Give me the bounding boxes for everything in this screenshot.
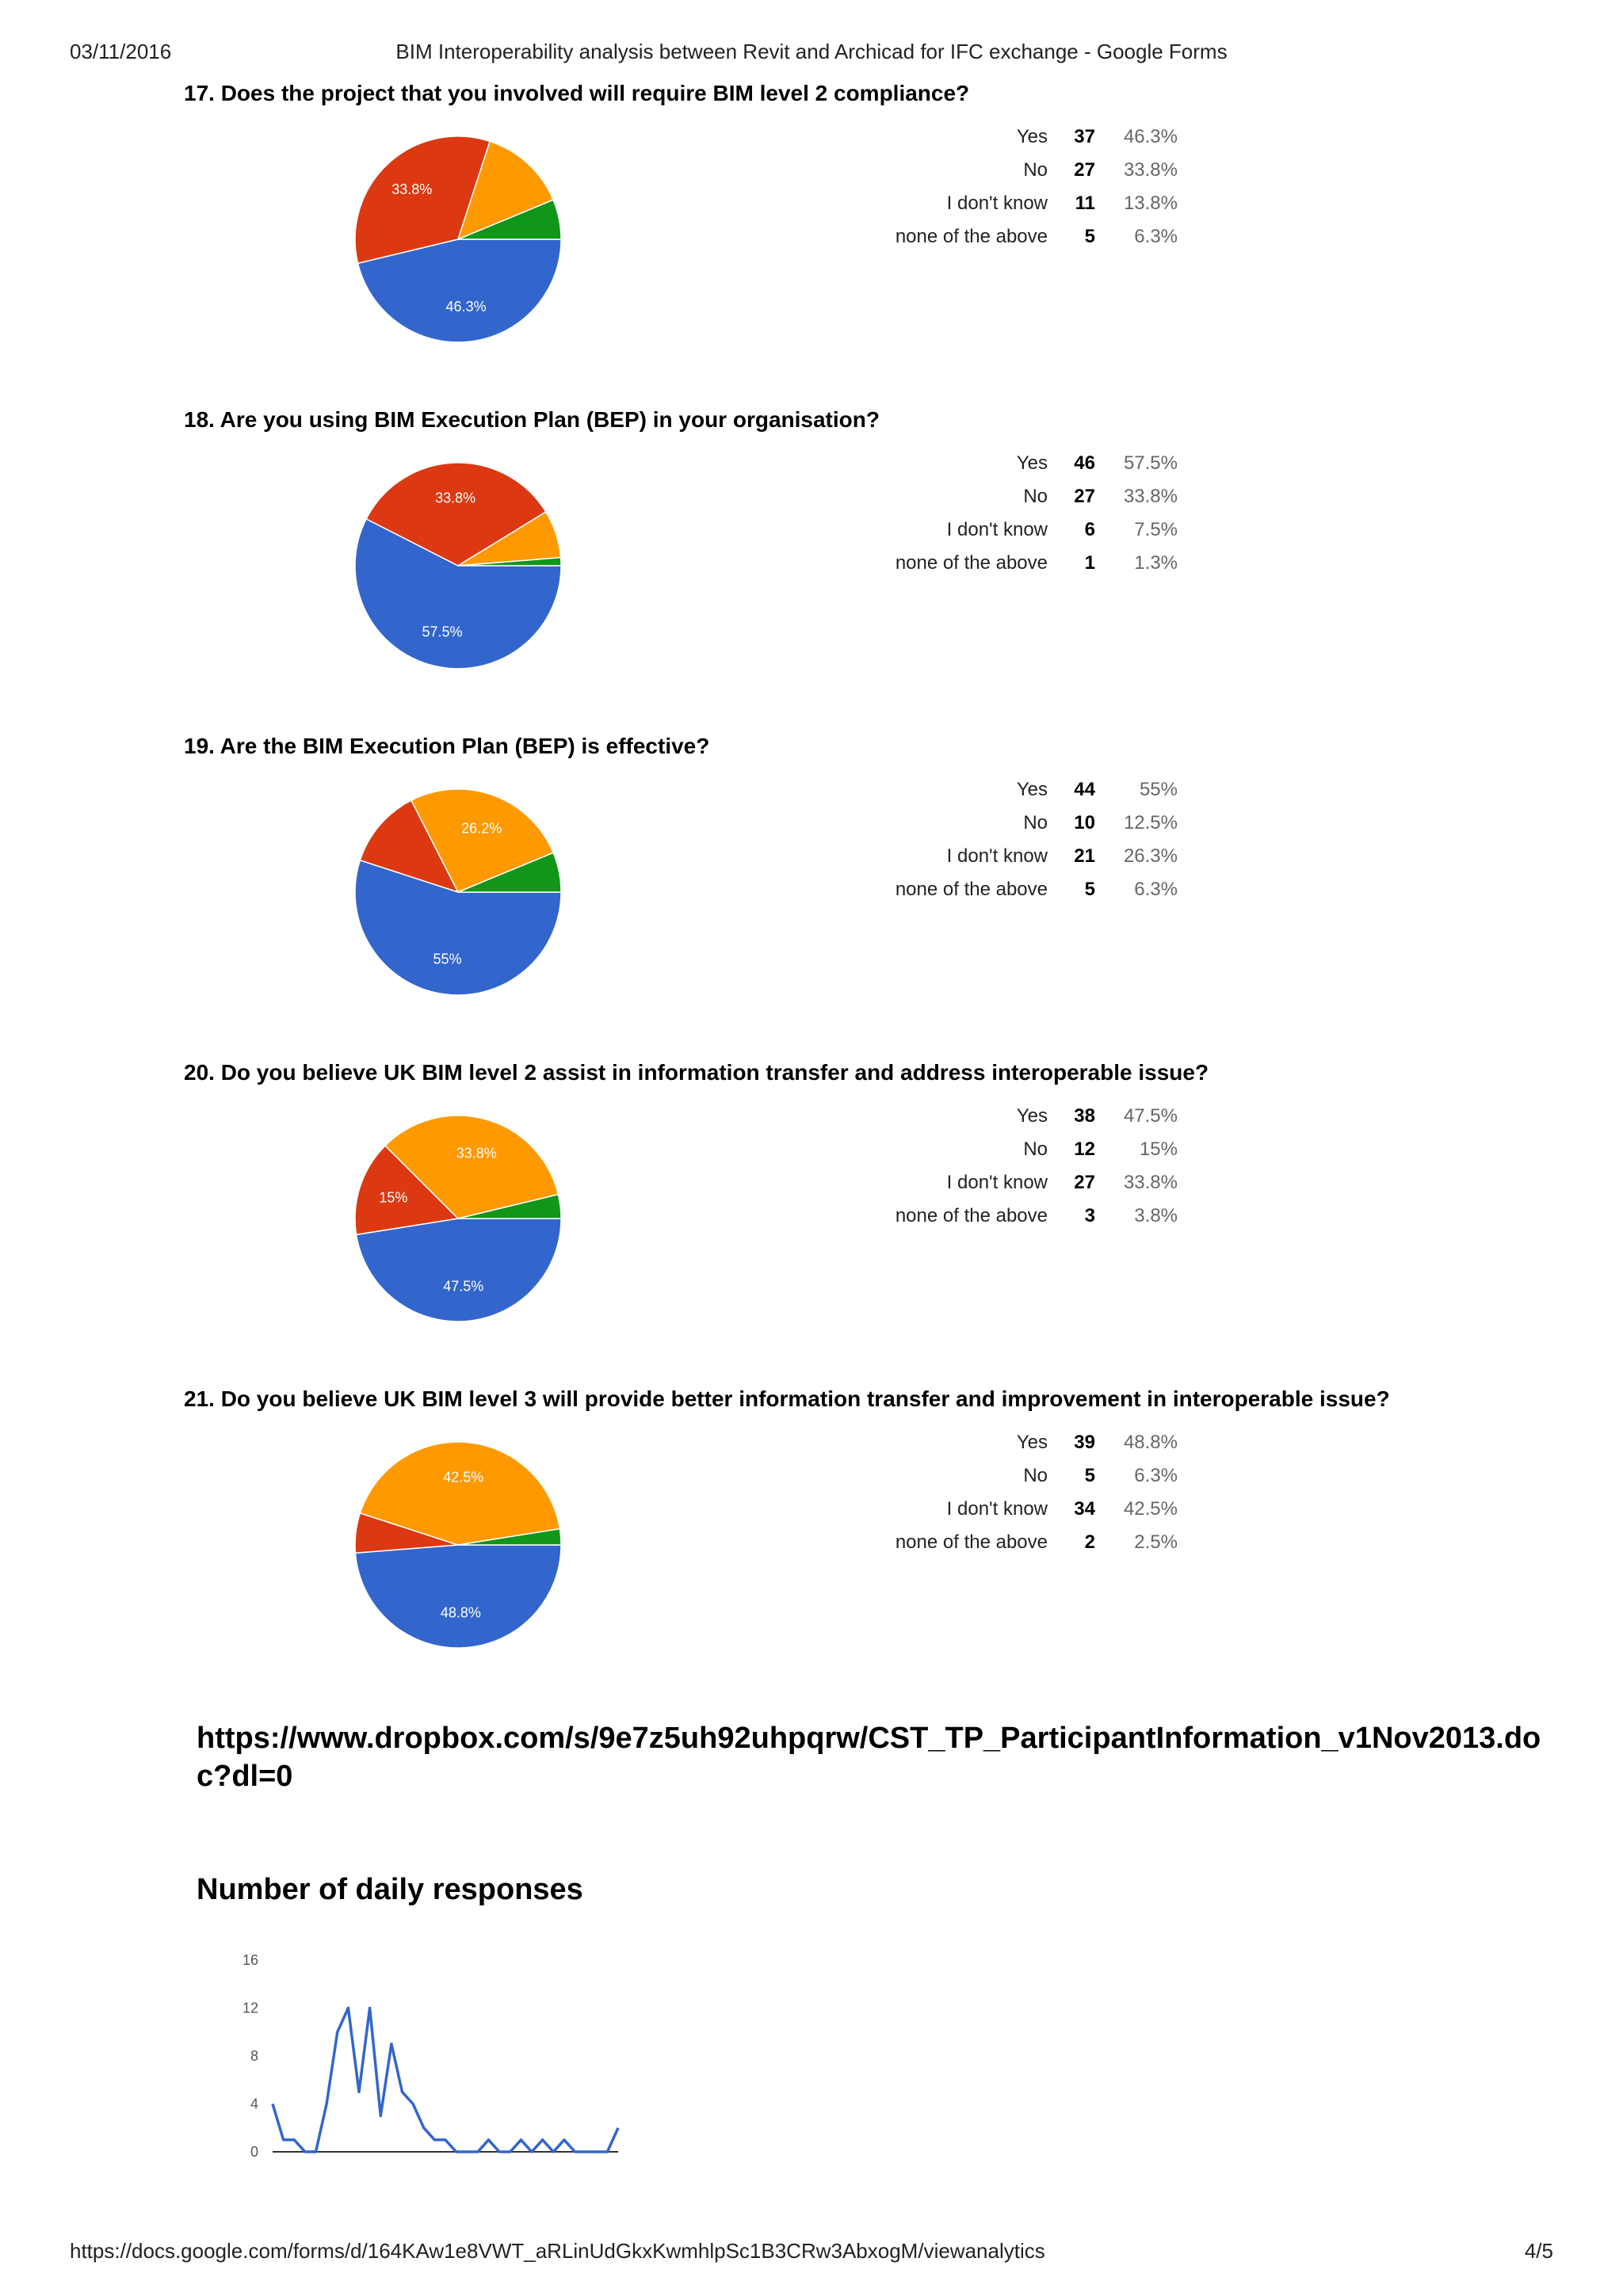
answer-count: 5 xyxy=(1084,226,1095,247)
participant-info-link[interactable]: https://www.dropbox.com/s/9e7z5uh92uhpqrw/CST_TP_ParticipantInformation_v1Nov2013.doc?dl=0 xyxy=(197,1722,1541,1793)
answer-count: 10 xyxy=(1074,812,1095,833)
question-block xyxy=(184,407,1531,708)
slice-label: 42.5% xyxy=(443,1469,484,1486)
y-tick-label: 8 xyxy=(250,2048,258,2064)
table-row xyxy=(754,840,1178,873)
answer-percent: 15% xyxy=(1139,1138,1178,1160)
pie-chart xyxy=(339,447,577,685)
answer-label: No xyxy=(1023,812,1048,833)
answer-percent: 7.5% xyxy=(1134,519,1178,540)
slice-label: 55% xyxy=(433,951,462,967)
pie-slice-yes xyxy=(355,1545,561,1648)
answer-count: 27 xyxy=(1074,1172,1095,1193)
response-table xyxy=(754,1100,1178,1233)
answer-label: none of the above xyxy=(895,1205,1048,1226)
slice-label: 33.8% xyxy=(391,181,433,197)
answer-count: 5 xyxy=(1084,879,1095,900)
question-title: 20. Do you believe UK BIM level 2 assist in information transfer and address interoperable issue? xyxy=(184,1060,1209,1085)
table-row xyxy=(754,187,1178,220)
answer-count: 2 xyxy=(1084,1531,1095,1553)
footer-url: https://docs.google.com/forms/d/164KAw1e8VWT_aRLinUdGkxKwmhlpSc1B3CRw3AbxogM/viewanalytics xyxy=(70,2239,1045,2263)
answer-label: I don't know xyxy=(946,1498,1048,1520)
page-number: 4/5 xyxy=(1524,2239,1553,2263)
table-row xyxy=(754,480,1178,513)
answer-label: none of the above xyxy=(895,879,1048,900)
answer-percent: 46.3% xyxy=(1123,126,1178,147)
question-title: 19. Are the BIM Execution Plan (BEP) is effective? xyxy=(184,734,710,758)
y-tick-label: 12 xyxy=(242,2000,258,2016)
response-table xyxy=(754,120,1178,254)
answer-percent: 3.8% xyxy=(1134,1205,1178,1226)
table-row xyxy=(754,547,1178,580)
table-row xyxy=(754,807,1178,840)
answer-count: 34 xyxy=(1074,1498,1095,1520)
answer-label: Yes xyxy=(1016,779,1048,800)
answer-count: 44 xyxy=(1074,779,1095,800)
answer-label: none of the above xyxy=(895,226,1048,247)
table-row xyxy=(754,873,1178,906)
slice-label: 33.8% xyxy=(456,1145,497,1161)
table-row xyxy=(754,1133,1178,1166)
answer-count: 5 xyxy=(1084,1465,1095,1486)
answer-percent: 1.3% xyxy=(1134,552,1178,574)
question-block xyxy=(184,81,1531,382)
y-tick-label: 4 xyxy=(250,2096,258,2112)
answer-percent: 57.5% xyxy=(1123,452,1178,474)
question-title: 18. Are you using BIM Execution Plan (BEP) in your organisation? xyxy=(184,407,880,432)
pie-slice-yes xyxy=(357,1219,561,1322)
header-date: 03/11/2016 xyxy=(70,40,172,63)
answer-count: 39 xyxy=(1074,1432,1095,1453)
answer-label: Yes xyxy=(1016,1105,1048,1127)
question-title: 21. Do you believe UK BIM level 3 will provide better information transfer and improvement in interoperable issue? xyxy=(184,1386,1390,1411)
pie-chart xyxy=(339,1100,577,1337)
answer-label: No xyxy=(1023,1465,1048,1486)
y-tick-label: 0 xyxy=(250,2144,258,2160)
question-block xyxy=(184,734,1531,1035)
response-table xyxy=(754,1426,1178,1559)
table-row xyxy=(754,1100,1178,1133)
header-title: BIM Interoperability analysis between Revit and Archicad for IFC exchange - Google Forms xyxy=(395,40,1228,63)
table-row xyxy=(754,1199,1178,1233)
answer-percent: 33.8% xyxy=(1123,1172,1178,1193)
slice-label: 48.8% xyxy=(440,1604,481,1621)
answer-percent: 26.3% xyxy=(1123,845,1178,867)
answer-count: 46 xyxy=(1074,452,1095,474)
answer-label: Yes xyxy=(1016,452,1048,474)
pie-chart xyxy=(339,1426,577,1664)
answer-label: I don't know xyxy=(946,519,1048,540)
answer-count: 37 xyxy=(1074,126,1095,147)
slice-label: 26.2% xyxy=(461,820,502,837)
answer-label: No xyxy=(1023,486,1048,507)
answer-count: 11 xyxy=(1075,193,1095,214)
answer-label: I don't know xyxy=(946,1172,1048,1193)
answer-percent: 12.5% xyxy=(1123,812,1178,833)
table-row xyxy=(754,1459,1178,1493)
answer-count: 6 xyxy=(1084,519,1095,540)
answer-label: No xyxy=(1023,1138,1048,1160)
answer-percent: 6.3% xyxy=(1134,226,1178,247)
table-row xyxy=(754,447,1178,480)
answer-percent: 33.8% xyxy=(1123,159,1178,181)
answer-label: Yes xyxy=(1016,1432,1048,1453)
daily-responses-chart xyxy=(222,1941,634,2171)
answer-percent: 47.5% xyxy=(1123,1105,1178,1127)
answer-count: 3 xyxy=(1084,1205,1095,1226)
table-row xyxy=(754,773,1178,807)
answer-label: none of the above xyxy=(895,1531,1048,1553)
daily-responses-title: Number of daily responses xyxy=(197,1873,583,1906)
slice-label: 46.3% xyxy=(445,299,487,315)
table-row xyxy=(754,1493,1178,1526)
answer-label: Yes xyxy=(1016,126,1048,147)
slice-label: 57.5% xyxy=(422,624,463,640)
table-row xyxy=(754,154,1178,187)
answer-count: 12 xyxy=(1074,1138,1095,1160)
daily-responses-line xyxy=(273,2008,618,2153)
table-row xyxy=(754,1166,1178,1199)
slice-label: 33.8% xyxy=(435,490,476,506)
question-block xyxy=(184,1386,1531,1688)
answer-percent: 6.3% xyxy=(1134,879,1178,900)
answer-label: none of the above xyxy=(895,552,1048,574)
answer-count: 27 xyxy=(1074,486,1095,507)
answer-count: 21 xyxy=(1074,845,1095,867)
answer-label: I don't know xyxy=(946,193,1048,214)
table-row xyxy=(754,1426,1178,1459)
table-row xyxy=(754,513,1178,547)
answer-count: 38 xyxy=(1074,1105,1095,1127)
pie-chart xyxy=(339,773,577,1011)
pie-chart xyxy=(339,120,577,358)
answer-percent: 33.8% xyxy=(1123,486,1178,507)
question-block xyxy=(184,1060,1531,1361)
slice-label: 15% xyxy=(379,1189,408,1206)
response-table xyxy=(754,773,1178,906)
answer-label: I don't know xyxy=(946,845,1048,867)
table-row xyxy=(754,220,1178,254)
answer-percent: 48.8% xyxy=(1123,1432,1178,1453)
answer-percent: 6.3% xyxy=(1134,1465,1178,1486)
answer-percent: 13.8% xyxy=(1123,193,1178,214)
answer-count: 27 xyxy=(1074,159,1095,181)
y-tick-label: 16 xyxy=(242,1952,258,1968)
table-row xyxy=(754,120,1178,154)
answer-percent: 2.5% xyxy=(1134,1531,1178,1553)
answer-percent: 55% xyxy=(1139,779,1178,800)
response-table xyxy=(754,447,1178,580)
table-row xyxy=(754,1526,1178,1559)
answer-percent: 42.5% xyxy=(1123,1498,1178,1520)
slice-label: 47.5% xyxy=(443,1278,484,1295)
answer-label: No xyxy=(1023,159,1048,181)
question-title: 17. Does the project that you involved will require BIM level 2 compliance? xyxy=(184,81,970,105)
answer-count: 1 xyxy=(1084,552,1095,574)
